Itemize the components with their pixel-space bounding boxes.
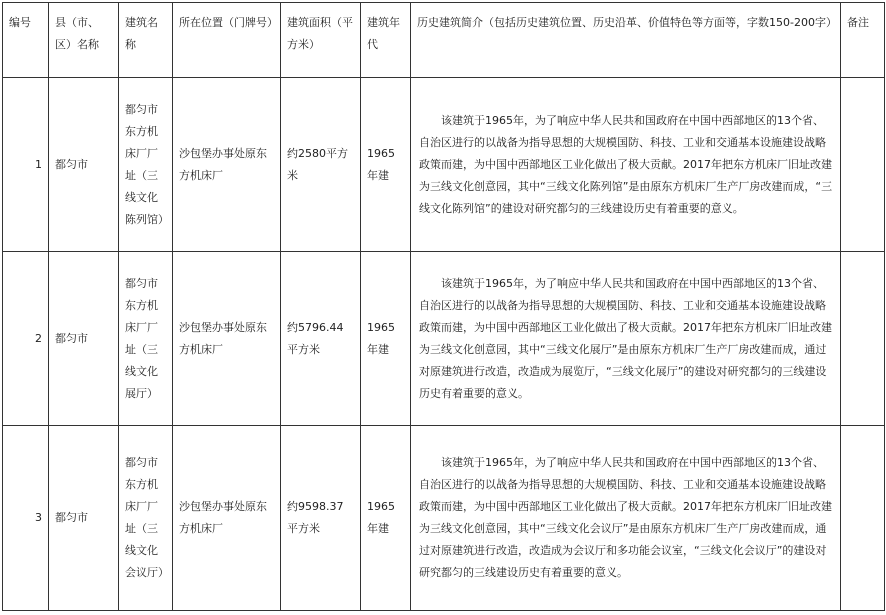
header-name: 建筑名称: [119, 3, 173, 78]
cell-county: 都匀市: [49, 78, 119, 252]
cell-era: 1965年建: [361, 426, 411, 611]
header-location: 所在位置（门牌号）: [173, 3, 281, 78]
header-county: 县（市、区）名称: [49, 3, 119, 78]
cell-id: 3: [3, 426, 49, 611]
cell-name: 都匀市东方机床厂厂址（三线文化陈列馆）: [119, 78, 173, 252]
header-id: 编号: [3, 3, 49, 78]
cell-id: 1: [3, 78, 49, 252]
cell-intro: 该建筑于1965年，为了响应中华人民共和国政府在中国中西部地区的13个省、自治区进行的以战备为指导思想的大规模国防、科技、工业和交通基本设施建设战略政策而建，为中国中西部地区工业化做出了极大贡献。2017年把东方机床厂旧址改建为三线文化创意园，其中“三线文化展厅”是由原东方机床厂生产厂房改建而成，通过对原建筑进行改造，改造成为展览厅，“三线文化展厅”的建设对研究都匀的三线建设历史有着重要的意义。: [411, 252, 841, 426]
cell-area: 约9598.37平方米: [281, 426, 361, 611]
cell-note: [841, 426, 885, 611]
header-row: [3, 3, 885, 78]
table-row: [3, 252, 885, 426]
cell-county: 都匀市: [49, 252, 119, 426]
cell-note: [841, 78, 885, 252]
header-area: 建筑面积（平方米）: [281, 3, 361, 78]
cell-intro: 该建筑于1965年，为了响应中华人民共和国政府在中国中西部地区的13个省、自治区进行的以战备为指导思想的大规模国防、科技、工业和交通基本设施建设战略政策而建，为中国中西部地区工业化做出了极大贡献。2017年把东方机床厂旧址改建为三线文化创意园，其中“三线文化陈列馆”是由原东方机床厂生产厂房改建而成，“三线文化陈列馆”的建设对研究都匀的三线建设历史有着重要的意义。: [411, 78, 841, 252]
table-row: [3, 78, 885, 252]
header-intro: 历史建筑简介（包括历史建筑位置、历史沿革、价值特色等方面等，字数150-200字）: [411, 3, 841, 78]
cell-name: 都匀市东方机床厂厂址（三线文化会议厅）: [119, 426, 173, 611]
cell-era: 1965年建: [361, 252, 411, 426]
header-era: 建筑年代: [361, 3, 411, 78]
cell-area: 约5796.44平方米: [281, 252, 361, 426]
header-note: 备注: [841, 3, 885, 78]
historic-buildings-table: [2, 2, 885, 611]
table-row: [3, 426, 885, 611]
cell-id: 2: [3, 252, 49, 426]
cell-era: 1965年建: [361, 78, 411, 252]
cell-intro: 该建筑于1965年，为了响应中华人民共和国政府在中国中西部地区的13个省、自治区进行的以战备为指导思想的大规模国防、科技、工业和交通基本设施建设战略政策而建，为中国中西部地区工业化做出了极大贡献。2017年把东方机床厂旧址改建为三线文化创意园，其中“三线文化会议厅”是由原东方机床厂生产厂房改建而成，通过对原建筑进行改造，改造成为会议厅和多功能会议室，“三线文化会议厅”的建设对研究都匀的三线建设历史有着重要的意义。: [411, 426, 841, 611]
cell-area: 约2580平方米: [281, 78, 361, 252]
cell-location: 沙包堡办事处原东方机床厂: [173, 426, 281, 611]
cell-location: 沙包堡办事处原东方机床厂: [173, 252, 281, 426]
cell-name: 都匀市东方机床厂厂址（三线文化展厅）: [119, 252, 173, 426]
cell-note: [841, 252, 885, 426]
cell-county: 都匀市: [49, 426, 119, 611]
cell-location: 沙包堡办事处原东方机床厂: [173, 78, 281, 252]
